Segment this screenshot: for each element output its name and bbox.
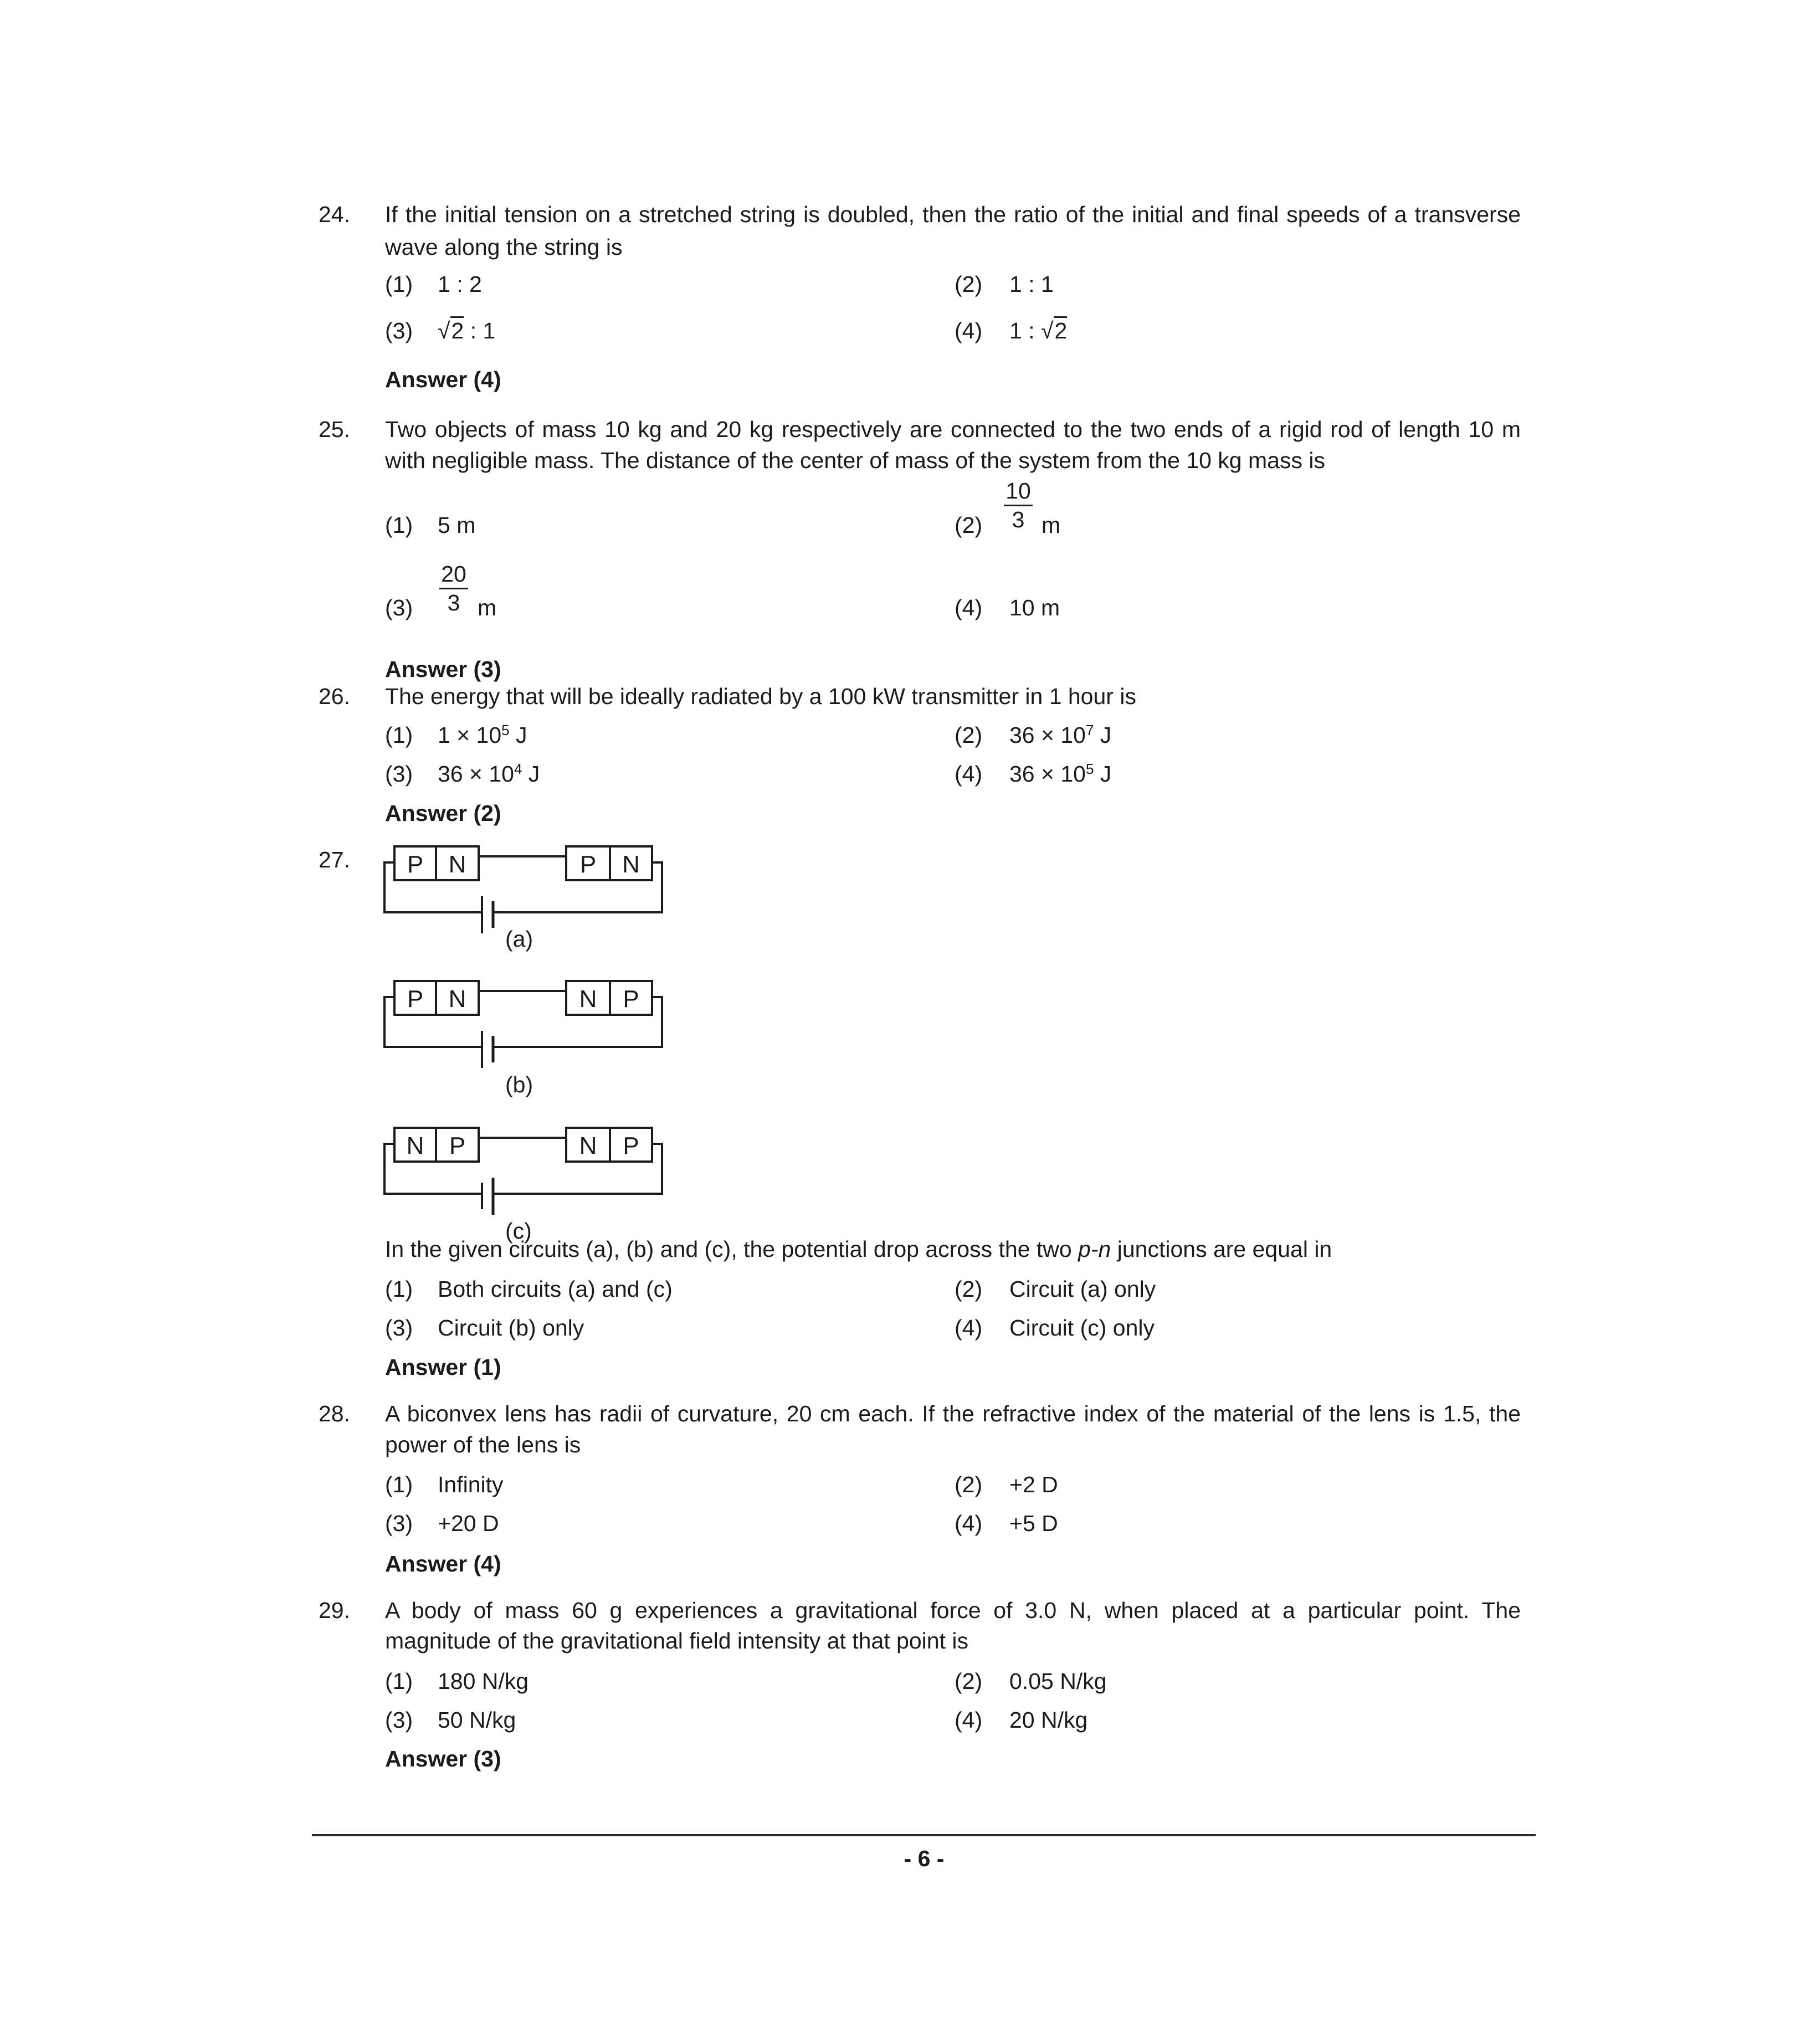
question-number: 28. (319, 1401, 350, 1426)
fraction-bar (1004, 505, 1033, 506)
option-label: (2) (955, 271, 983, 297)
question-text-line: A biconvex lens has radii of curvature, 20 cm each. If the refractive index of the material of the lens is 1.5, the (385, 1401, 1521, 1426)
option-value: $36 \times 10^7$ J (1009, 722, 1112, 748)
option-label: (3) (385, 318, 413, 343)
option-label: (2) (955, 1668, 983, 1694)
answer-label: Answer (4) (385, 1551, 501, 1576)
option-label: (4) (955, 318, 983, 343)
junction-label: N (579, 985, 597, 1013)
option-value: +20 D (438, 1511, 499, 1536)
option-value: +5 D (1009, 1511, 1058, 1536)
question-number: 26. (319, 684, 350, 709)
page-number: - 6 - (904, 1846, 945, 1871)
option-value: 5 m (438, 512, 476, 538)
option-value: √2 : 1 (438, 320, 495, 342)
question-text-line: Two objects of mass 10 kg and 20 kg respectively are connected to the two ends of a rigid rod of length 10 m (385, 417, 1521, 442)
option-value: 1 : 1 (1009, 271, 1054, 297)
option-value: Circuit (a) only (1009, 1276, 1156, 1302)
question-text-line: magnitude of the gravitational field intensity at that point is (385, 1628, 968, 1653)
option-label: (1) (385, 271, 413, 297)
junction-label: P (623, 1132, 639, 1159)
option-value: 20 N/kg (1009, 1707, 1088, 1733)
fraction-bar (439, 588, 468, 589)
junction-label: N (448, 851, 466, 878)
option-label: (1) (385, 512, 413, 538)
option-label: (1) (385, 1472, 413, 1497)
option-value: Circuit (b) only (438, 1315, 584, 1341)
option-label: (3) (385, 1511, 413, 1536)
junction-label: P (449, 1132, 466, 1159)
wire (384, 862, 482, 912)
option-label: (1) (385, 1668, 413, 1694)
junction-label: N (579, 1132, 597, 1159)
fraction: 20 3 (439, 563, 468, 614)
question-number: 29. (319, 1598, 350, 1623)
option-value: +2 D (1009, 1472, 1058, 1497)
wire (384, 1144, 482, 1194)
sqrt-expression: √2 (438, 320, 464, 342)
junction-label: P (407, 985, 424, 1013)
option-label: (1) (385, 722, 413, 748)
option-value: Both circuits (a) and (c) (438, 1276, 673, 1302)
question-text-line: In the given circuits (a), (b) and (c), the potential drop across the two p-n junctions are equal in (385, 1236, 1332, 1262)
option-label: (3) (385, 761, 413, 787)
option-value: $1 \times 10^5$ J (438, 722, 527, 748)
option-value: Infinity (438, 1472, 504, 1497)
circuit-diagram-b (377, 970, 687, 1081)
circuit-caption: (a) (505, 926, 533, 952)
option-label: (2) (955, 1276, 983, 1302)
question-text-line: power of the lens is (385, 1432, 581, 1457)
circuit-caption: (b) (505, 1072, 533, 1097)
option-unit: m (478, 595, 497, 620)
junction-label: P (623, 985, 639, 1013)
junction-label: P (407, 851, 424, 878)
sqrt-expression: √2 (1041, 320, 1067, 342)
option-value: 50 N/kg (438, 1707, 516, 1733)
option-value: 1 : √2 (1009, 320, 1067, 342)
junction-label: P (579, 851, 597, 878)
answer-label: Answer (2) (385, 800, 501, 826)
option-value: 180 N/kg (438, 1668, 529, 1694)
junction-label: N (622, 851, 640, 878)
option-label: (4) (955, 761, 983, 787)
option-value: 1 : 2 (438, 271, 482, 297)
answer-label: Answer (1) (385, 1354, 501, 1380)
question-number: 24. (319, 202, 350, 227)
answer-label: Answer (3) (385, 656, 501, 682)
option-label: (2) (955, 722, 983, 748)
option-value: Circuit (c) only (1009, 1315, 1155, 1341)
junction-label: N (448, 985, 466, 1013)
option-value: $36 \times 10^5$ J (1009, 761, 1112, 787)
fraction: 10 3 (1004, 480, 1033, 531)
option-label: (4) (955, 1315, 983, 1341)
question-text-line: A body of mass 60 g experiences a gravitational force of 3.0 N, when placed at a particular point. The (385, 1598, 1521, 1623)
question-number: 27. (319, 847, 350, 872)
option-label: (4) (955, 595, 983, 620)
option-label: (1) (385, 1276, 413, 1302)
question-text-line: with negligible mass. The distance of the center of mass of the system from the 10 kg mass is (385, 448, 1325, 473)
answer-label: Answer (4) (385, 367, 501, 392)
circuit-caption: (c) (505, 1218, 532, 1244)
option-label: (2) (955, 1472, 983, 1497)
option-label: (2) (955, 512, 983, 538)
question-text-line: The energy that will be ideally radiated by a 100 kW transmitter in 1 hour is (385, 684, 1136, 709)
footer-divider (312, 1834, 1536, 1836)
question-text-line: If the initial tension on a stretched string is doubled, then the ratio of the initial and final speeds of a transverse (385, 202, 1521, 227)
question-number: 25. (319, 417, 350, 442)
option-label: (4) (955, 1707, 983, 1733)
junction-label: N (406, 1132, 424, 1159)
circuit-diagram-c (377, 1117, 687, 1228)
option-value: $36 \times 10^4$ J (438, 761, 540, 787)
option-value: 10 m (1009, 595, 1060, 620)
option-label: (4) (955, 1511, 983, 1536)
option-label: (3) (385, 1707, 413, 1733)
option-unit: m (1042, 512, 1061, 538)
answer-label: Answer (3) (385, 1746, 501, 1771)
option-label: (3) (385, 1315, 413, 1341)
option-value: 0.05 N/kg (1009, 1668, 1107, 1694)
wire (384, 997, 482, 1047)
question-text-line: wave along the string is (385, 234, 623, 260)
option-label: (3) (385, 595, 413, 620)
